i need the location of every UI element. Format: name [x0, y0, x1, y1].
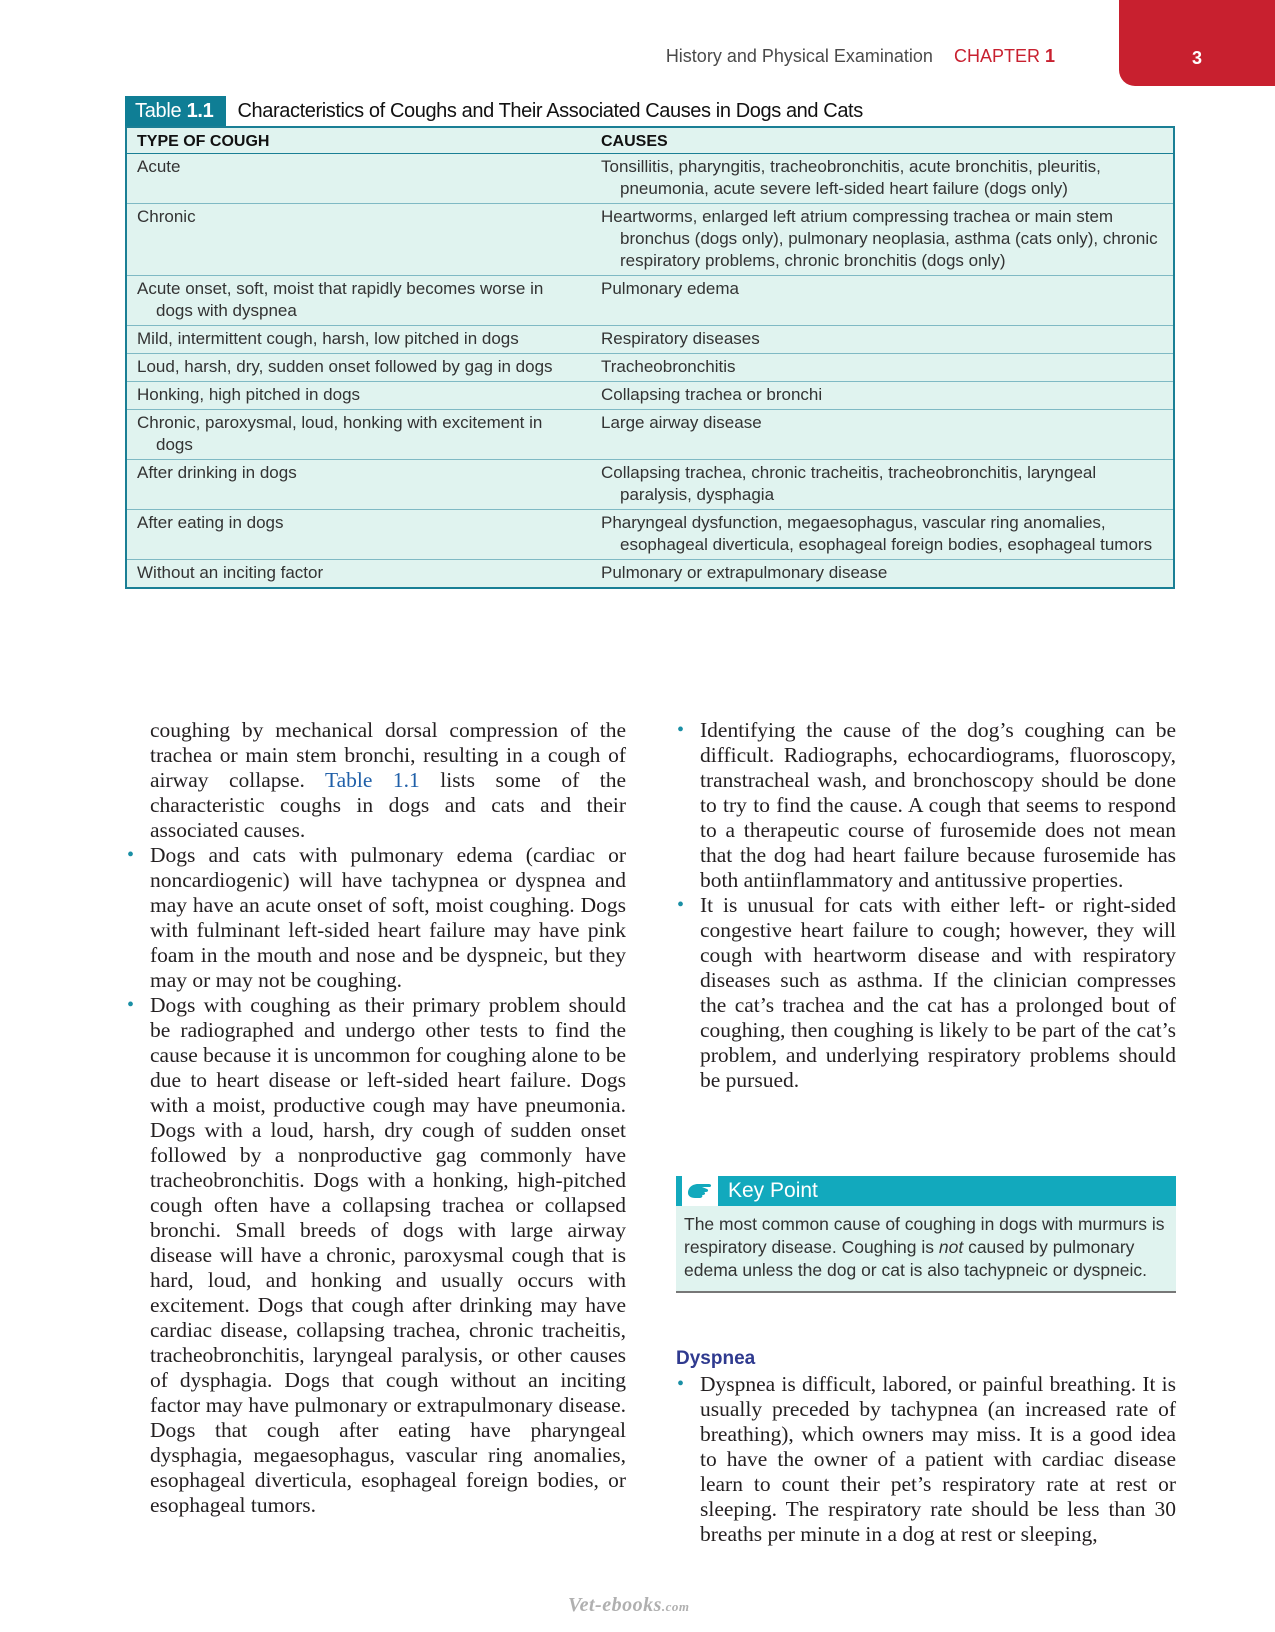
table-row [126, 560, 1174, 589]
table-row [126, 276, 1174, 326]
cough-type: Honking, high pitched in dogs [137, 385, 361, 404]
bullet-icon: • [127, 844, 135, 866]
cough-causes: Pharyngeal dysfunction, megaesophagus, vascular ring anomalies, esophageal diverticula, esophageal foreign bodies, esophageal tumors [601, 513, 1153, 554]
cough-type: Acute onset, soft, moist that rapidly becomes worse in dogs with dyspnea [137, 279, 544, 320]
table-row [126, 382, 1174, 410]
dyspnea-section [676, 1372, 1176, 1547]
table-row [126, 154, 1174, 204]
cough-type: Loud, harsh, dry, sudden onset followed by gag in dogs [137, 357, 553, 376]
cough-type: After drinking in dogs [137, 463, 297, 482]
cough-causes: Pulmonary edema [601, 279, 739, 298]
section-heading-dyspnea: Dyspnea [676, 1348, 756, 1369]
bullet-identifying-cause: • Identifying the cause of the dog’s coughing can be difficult. Radiographs, echocardiograms, fluoroscopy, transtracheal wash, and bronchoscopy should be done to try to find the cause. A cough that seems to respond to a therapeutic course of furosemide does not mean that the dog had heart failure because furosemide has both antiinflammatory and antitussive properties. [677, 718, 1176, 892]
table-title: Characteristics of Coughs and Their Associated Causes in Dogs and Cats [237, 99, 863, 122]
table-row [126, 204, 1174, 276]
cough-type: Mild, intermittent cough, harsh, low pitched in dogs [137, 329, 519, 348]
table-body [126, 154, 1174, 589]
table-row [126, 410, 1174, 460]
table-label: Table 1.1 [125, 96, 226, 126]
table-row [126, 460, 1174, 510]
bullet-icon: • [127, 994, 135, 1016]
cough-causes: Tonsillitis, pharyngitis, tracheobronchitis, acute bronchitis, pleuritis, pneumonia, acute severe left-sided heart failure (dogs only) [601, 157, 1101, 198]
bullet-primary-coughing: • Dogs with coughing as their primary problem should be radiographed and undergo other tests to find the cause because it is uncommon for coughing alone to be due to heart disease or left-sided heart failure. Dogs with a moist, productive cough may have pneumonia. Dogs with a loud, harsh, dry cough of sudden onset followed by a nonproductive gag commonly have tracheobronchitis. Dogs with a honking, high-pitched cough often have a collapsing trachea or collapsed bronchi. Small breeds of dogs with large airway disease will have a chronic, paroxysmal cough that is hard, loud, and honking and usually occurs with excitement. Dogs that cough after drinking may have cardiac disease, collapsing trachea, chronic tracheitis, tracheobronchitis, laryngeal paralysis, or other causes of dysphagia. Dogs that cough without an inciting factor may have pulmonary or extrapulmonary disease. Dogs that cough after eating have pharyngeal dysphagia, megaesophagus, vascular ring anomalies, esophageal diverticula, esophageal foreign bodies, or esophageal tumors. [127, 993, 626, 1517]
table-row [126, 510, 1174, 560]
chapter-label: CHAPTER 1 [953, 46, 1055, 66]
bullet-icon: • [677, 1373, 685, 1395]
key-point-title: Key Point [728, 1179, 818, 1202]
bullet-icon: • [677, 894, 685, 916]
table-row [126, 326, 1174, 354]
cough-type: Chronic [137, 207, 196, 226]
cough-causes: Heartworms, enlarged left atrium compressing trachea or main stem bronchus (dogs only), pulmonary neoplasia, asthma (cats only), chronic respiratory problems, chronic bronchitis (dogs only) [601, 207, 1158, 270]
running-title: History and Physical Examination [665, 46, 933, 66]
table-row [126, 354, 1174, 382]
left-column [126, 718, 626, 1518]
column-header-type: TYPE OF COUGH [126, 127, 591, 154]
page-number-tab [1119, 0, 1275, 86]
right-column [676, 718, 1176, 1093]
cough-causes: Pulmonary or extrapulmonary disease [601, 563, 888, 582]
cough-causes: Collapsing trachea or bronchi [601, 385, 823, 404]
bullet-icon: • [677, 719, 685, 741]
cough-type: Chronic, paroxysmal, loud, honking with excitement in dogs [137, 413, 543, 454]
key-point-text: The most common cause of coughing in dogs with murmurs is respiratory disease. Coughing is not caused by pulmonary edema unless the dog or cat is also tachypneic or dyspneic. [676, 1206, 1176, 1293]
cough-type: Acute [137, 157, 181, 176]
table-1-1 [125, 96, 1175, 589]
column-header-causes: CAUSES [591, 127, 1174, 154]
bullet-dyspnea: • Dyspnea is difficult, labored, or painful breathing. It is usually preceded by tachypnea (an increased rate of breathing), which owners may miss. It is a good idea to have the owner of a patient with cardiac disease learn to count their pet’s respiratory rate at rest or sleeping. The respiratory rate should be less than 30 breaths per minute in a dog at rest or sleeping, [677, 1372, 1176, 1546]
table-header-row [126, 127, 1174, 154]
table-reference-link[interactable]: Table 1.1 [324, 768, 420, 792]
key-point-box [676, 1176, 1176, 1293]
bullet-cats-cough: • It is unusual for cats with either left- or right-sided congestive heart failure to cough; however, they will cough with heartworm disease and with respiratory diseases such as asthma. If the clinician compresses the cat’s trachea and the cat has a prolonged bout of coughing, then coughing is likely to be part of the cat’s problem, and underlying respiratory problems should be pursued. [677, 893, 1176, 1092]
cough-table [125, 126, 1175, 589]
running-head [666, 46, 1055, 67]
cough-type: After eating in dogs [137, 513, 284, 532]
pointing-hand-icon [682, 1176, 718, 1206]
page-number: 3 [1191, 48, 1202, 68]
cough-causes: Tracheobronchitis [601, 357, 736, 376]
table-caption [125, 96, 1175, 126]
key-point-header [676, 1176, 1176, 1206]
cough-causes: Collapsing trachea, chronic tracheitis, tracheobronchitis, laryngeal paralysis, dysphagia [601, 463, 1097, 504]
cough-causes: Large airway disease [601, 413, 762, 432]
bullet-pulmonary-edema: • Dogs and cats with pulmonary edema (cardiac or noncardiogenic) will have tachypnea or dyspnea and may have an acute onset of soft, moist coughing. Dogs with fulminant left-sided heart failure may have pink foam in the mouth and nose and be dyspneic, but they may or may not be coughing. [127, 843, 626, 992]
intro-paragraph: coughing by mechanical dorsal compression of the trachea or main stem bronchi, resulting in a cough of airway collapse. Table 1.1 lists some of the characteristic coughs in dogs and cats and their associated causes. [150, 718, 627, 842]
cough-type: Without an inciting factor [137, 563, 324, 582]
chapter-number: 1 [1044, 46, 1055, 66]
watermark: Vet-ebooks.com [568, 1594, 690, 1616]
cough-causes: Respiratory diseases [601, 329, 760, 348]
emphasis-not: not [938, 1237, 964, 1257]
